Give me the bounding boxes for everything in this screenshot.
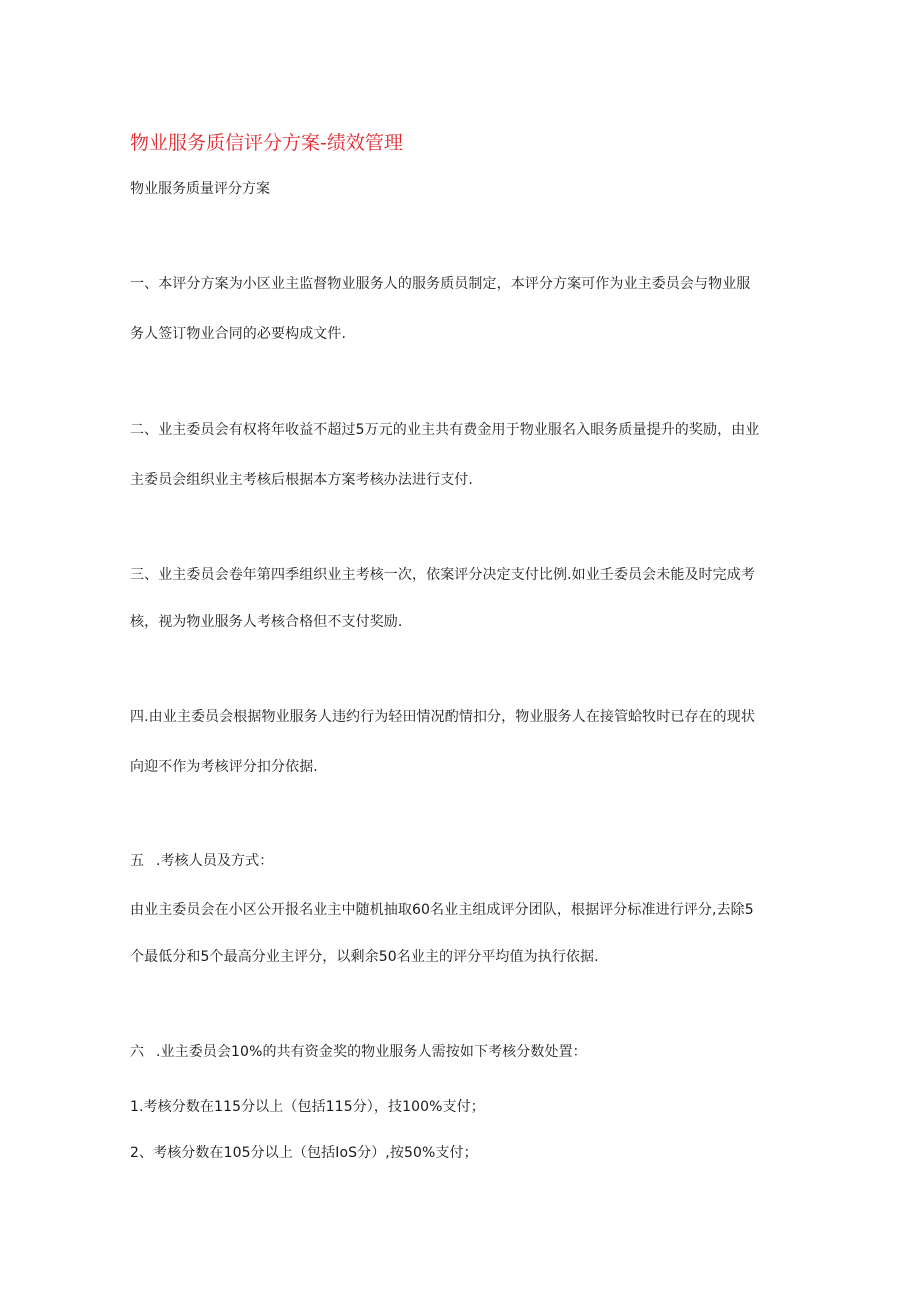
section-5-text: .考核人员及方式： xyxy=(156,853,274,869)
document-title: 物业服务质信评分方案-绩效管理 xyxy=(130,132,403,154)
list-item-2: 2、考核分数在105分以上（包括IoS分）,按50%支付； xyxy=(130,1145,478,1161)
list-item-1: 1.考核分数在115分以上（包括115分），技100%支付； xyxy=(130,1099,485,1115)
section-5-number: 五 xyxy=(130,853,145,869)
paragraph-1-line-1: 一、本评分方案为小区业主监督物业服务人的服务质员制定，本评分方案可作为业主委员会与物业服 xyxy=(130,276,751,292)
paragraph-5-line-2: 个最低分和5个最高分业主评分，以剩余50名业主的评分平均值为执行依据. xyxy=(130,949,599,965)
document-subtitle: 物业服务质量评分方案 xyxy=(130,181,270,197)
paragraph-5-line-1: 由业主委员会在小区公开报名业主中随机抽取60名业主组成评分团队，根据评分标准进行评分,去除5 xyxy=(130,902,754,918)
paragraph-4-line-1: 四.由业主委员会根据物业服务人违约行为轻田情况酌情扣分，物业服务人在接管蛤牧时已存在的现状 xyxy=(130,709,755,725)
paragraph-1-line-2: 务人签订物业合同的必要构成文件. xyxy=(130,326,347,342)
paragraph-2-line-1: 二、业主委员会有权将年收益不超过5万元的业主共有费金用于物业服名入眼务质量提升的奖励，由业 xyxy=(130,422,760,438)
section-5-heading xyxy=(130,850,273,870)
section-6-heading xyxy=(130,1041,587,1061)
paragraph-2-line-2: 主委员会组织业主考核后根据本方案考核办法进行支付. xyxy=(130,472,473,488)
section-6-number: 六 xyxy=(130,1044,145,1060)
paragraph-4-line-2: 向迎不作为考核评分扣分依据. xyxy=(130,759,318,775)
paragraph-3-line-1: 三、业主委员会卷年第四季组织业主考核一次，依案评分决定支付比例.如业壬委员会未能及时完成考 xyxy=(130,567,755,583)
paragraph-3-line-2: 核，视为物业服务人考核合格但不支付奖励. xyxy=(130,614,403,630)
section-6-text: .业主委员会10%的共有资金奖的物业服务人需按如下考核分数处置： xyxy=(156,1044,587,1060)
